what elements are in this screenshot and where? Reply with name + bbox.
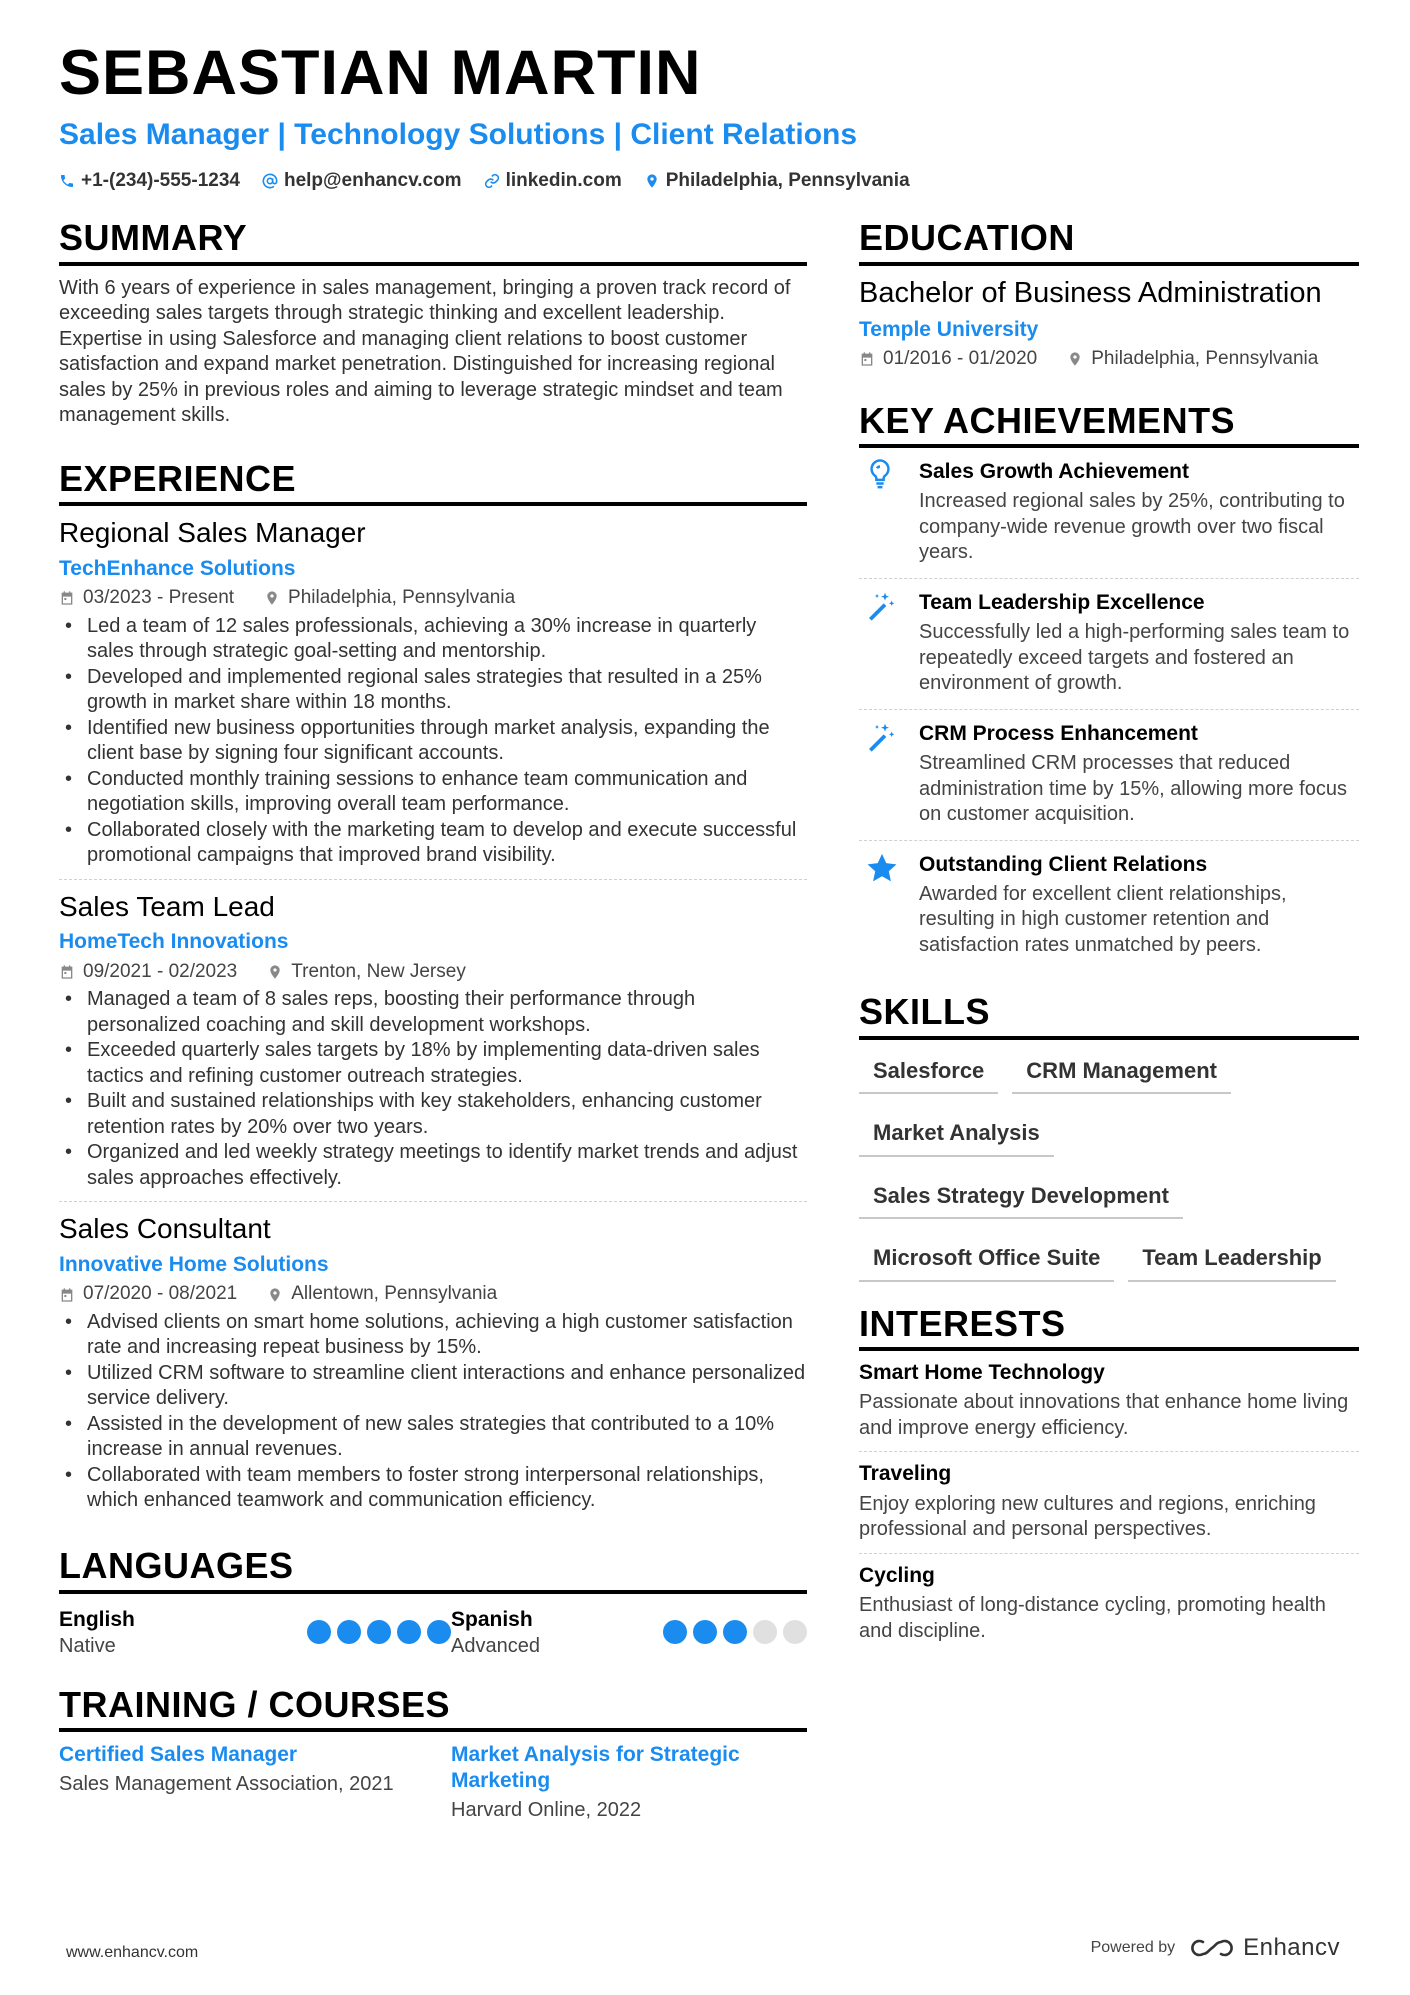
job-location (267, 961, 466, 984)
job-entry (59, 880, 807, 1203)
at-icon (262, 173, 278, 189)
education-school: Temple University (859, 317, 1039, 341)
skill-tag: CRM Management (1012, 1046, 1231, 1094)
job-bullet: • Built and sustained relationships with key stakeholders, enhancing customer retention rates by 20% over two years. (59, 1089, 807, 1140)
skill-tag: Sales Strategy Development (859, 1171, 1183, 1219)
skills-section (859, 992, 1359, 1295)
contact-location (644, 170, 910, 192)
job-bullets (59, 1310, 807, 1514)
interest-title: Smart Home Technology (859, 1361, 1105, 1385)
job-meta (59, 587, 807, 610)
language-level: Advanced (451, 1634, 540, 1657)
job-bullet: • Utilized CRM software to streamline client interactions and enhance personalized service delivery. (59, 1361, 807, 1412)
language-rating (307, 1620, 451, 1644)
job-dates (59, 961, 237, 984)
job-location-text: Allentown, Pennsylvania (291, 1283, 498, 1305)
job-title: Regional Sales Manager (59, 517, 366, 549)
enhancv-logo-icon (1189, 1936, 1235, 1960)
language-level: Native (59, 1634, 116, 1657)
candidate-name: SEBASTIAN MARTIN (59, 38, 702, 108)
job-title: Sales Consultant (59, 1213, 271, 1245)
interests-section (859, 1304, 1359, 1654)
left-column (59, 218, 807, 1824)
course-list (59, 1742, 807, 1824)
education-degree: Bachelor of Business Administration (859, 276, 1322, 309)
language-text (451, 1606, 540, 1659)
calendar-icon (59, 964, 75, 980)
location-text: Philadelphia, Pennsylvania (665, 170, 910, 191)
education-meta (859, 348, 1359, 371)
education-dates (859, 348, 1037, 371)
achievement-list (859, 448, 1359, 970)
achievement-desc: Increased regional sales by 25%, contributing to company-wide revenue growth over two fiscal years. (919, 490, 1345, 564)
language-name: Spanish (451, 1607, 533, 1631)
rating-dot (663, 1620, 687, 1644)
achievement-desc: Streamlined CRM processes that reduced administration time by 15%, allowing more focus on customer acquisition. (919, 752, 1347, 826)
job-bullet: • Assisted in the development of new sales strategies that contributed to a 10% increase in annual revenues. (59, 1412, 807, 1463)
achievement-item (859, 579, 1359, 710)
job-title: Sales Team Lead (59, 890, 275, 922)
calendar-icon (859, 351, 875, 367)
contact-email[interactable] (262, 170, 462, 192)
job-meta (59, 1283, 807, 1306)
calendar-icon (59, 590, 75, 606)
phone-icon (59, 173, 75, 189)
job-bullets (59, 987, 807, 1191)
job-bullet: • Identified new business opportunities through market analysis, expanding the client base by signing four significant accounts. (59, 716, 807, 767)
job-bullet: • Collaborated closely with the marketing team to develop and execute successful promotional campaigns that improved brand visibility. (59, 818, 807, 869)
linkedin-text: linkedin.com (505, 170, 622, 191)
job-entry (59, 506, 807, 880)
interest-item (859, 1351, 1359, 1452)
training-title: TRAINING / COURSES (59, 1685, 807, 1733)
interest-desc: Enjoy exploring new cultures and regions, enriching professional and personal perspectives. (859, 1492, 1316, 1541)
interests-title: INTERESTS (859, 1304, 1359, 1352)
training-section (59, 1685, 807, 1824)
language-rating (663, 1620, 807, 1644)
right-column (859, 218, 1359, 1654)
interest-desc: Passionate about innovations that enhance home living and improve energy efficiency. (859, 1391, 1349, 1439)
experience-section (59, 459, 807, 1524)
course-title[interactable]: Certified Sales Manager (59, 1743, 298, 1767)
rating-dot (397, 1620, 421, 1644)
language-item (451, 1606, 807, 1659)
job-bullets (59, 614, 807, 869)
contact-linkedin[interactable] (484, 170, 622, 192)
rating-dot (367, 1620, 391, 1644)
contact-phone[interactable] (59, 170, 240, 192)
magic-wand-icon (859, 720, 919, 828)
achievement-item (859, 841, 1359, 971)
phone-text: +1-(234)-555-1234 (81, 170, 240, 191)
language-name: English (59, 1607, 135, 1631)
achievement-item (859, 710, 1359, 841)
summary-text: With 6 years of experience in sales management, bringing a proven track record of exceeding sales targets through strategic thinking and excellent leadership. Expertise in using Salesforce and managing client relations to boost customer satisfaction and expand market penetration. Distinguished for increasing regional sales by 25% in previous roles and aiming to leverage strategic mindset and team management skills. (59, 276, 791, 427)
skill-list (859, 1046, 1359, 1296)
course-title[interactable]: Market Analysis for Strategic Marketing (451, 1743, 740, 1793)
job-bullet: • Led a team of 12 sales professionals, achieving a 30% increase in quarterly sales through strategic goal-setting and mentorship. (59, 614, 807, 665)
rating-dot (783, 1620, 807, 1644)
achievement-title: Outstanding Client Relations (919, 852, 1208, 876)
calendar-icon (59, 1287, 75, 1303)
rating-dot (427, 1620, 451, 1644)
job-dates-text: 03/2023 - Present (83, 586, 235, 608)
experience-title: EXPERIENCE (59, 459, 807, 507)
languages-title: LANGUAGES (59, 1546, 807, 1594)
job-company[interactable]: TechEnhance Solutions (59, 556, 296, 580)
achievement-desc: Successfully led a high-performing sales team to repeatedly exceed targets and fostered an environment of growth. (919, 621, 1350, 695)
rating-dot (753, 1620, 777, 1644)
language-list (59, 1606, 807, 1659)
interest-item (859, 1452, 1359, 1553)
job-bullet: • Collaborated with team members to foster strong interpersonal relationships, which enhanced teamwork and communication efficiency. (59, 1463, 807, 1514)
job-bullet: • Exceeded quarterly sales targets by 18% by implementing data-driven sales tactics and refining customer outreach strategies. (59, 1038, 807, 1089)
summary-section (59, 218, 807, 429)
footer-website[interactable]: www.enhancv.com (66, 1944, 199, 1961)
interest-title: Cycling (859, 1563, 935, 1587)
job-bullet: • Organized and led weekly strategy meetings to identify market trends and adjust sales approaches effectively. (59, 1140, 807, 1191)
job-entry (59, 1202, 807, 1524)
job-bullet: • Conducted monthly training sessions to enhance team communication and negotiation skills, improving overall team performance. (59, 767, 807, 818)
rating-dot (723, 1620, 747, 1644)
interest-title: Traveling (859, 1462, 952, 1486)
brand-name: Enhancv (1243, 1934, 1340, 1961)
interest-desc: Enthusiast of long-distance cycling, promoting health and discipline. (859, 1594, 1326, 1642)
course-item (59, 1742, 451, 1824)
candidate-headline: Sales Manager | Technology Solutions | Client Relations (59, 118, 858, 151)
job-company[interactable]: HomeTech Innovations (59, 930, 289, 954)
achievement-item (859, 448, 1359, 579)
achievement-title: Sales Growth Achievement (919, 460, 1189, 484)
education-location (1067, 348, 1318, 371)
location-pin-icon (267, 1287, 283, 1303)
course-org: Sales Management Association, 2021 (59, 1773, 394, 1796)
summary-title: SUMMARY (59, 218, 807, 266)
job-bullet: • Developed and implemented regional sales strategies that resulted in a 25% growth in market share within 18 months. (59, 665, 807, 716)
star-icon (859, 851, 919, 959)
interest-item (859, 1554, 1359, 1654)
job-dates (59, 587, 234, 610)
location-pin-icon (1067, 351, 1083, 367)
skills-title: SKILLS (859, 992, 1359, 1040)
footer-branding (1091, 1934, 1340, 1962)
link-icon (484, 173, 500, 189)
languages-section (59, 1546, 807, 1659)
powered-by-text: Powered by (1090, 1939, 1176, 1956)
education-title: EDUCATION (859, 218, 1359, 266)
education-location-text: Philadelphia, Pennsylvania (1091, 347, 1319, 369)
job-dates-text: 09/2021 - 02/2023 (83, 960, 238, 982)
achievements-section (859, 401, 1359, 971)
achievement-title: Team Leadership Excellence (919, 590, 1205, 614)
course-org: Harvard Online, 2022 (451, 1799, 642, 1822)
achievements-title: KEY ACHIEVEMENTS (859, 401, 1359, 449)
achievement-desc: Awarded for excellent client relationships, resulting in high customer retention and satisfaction rates unmatched by peers. (919, 882, 1287, 956)
rating-dot (337, 1620, 361, 1644)
job-meta (59, 961, 807, 984)
lightbulb-icon (859, 458, 919, 566)
achievement-title: CRM Process Enhancement (919, 721, 1198, 745)
skill-tag: Team Leadership (1128, 1233, 1335, 1281)
language-item (59, 1606, 451, 1659)
rating-dot (307, 1620, 331, 1644)
education-dates-text: 01/2016 - 01/2020 (883, 347, 1038, 369)
magic-wand-icon (859, 589, 919, 697)
skill-tag: Market Analysis (859, 1108, 1054, 1156)
job-dates (59, 1283, 237, 1306)
job-location (267, 1283, 497, 1306)
skill-tag: Microsoft Office Suite (859, 1233, 1114, 1281)
location-pin-icon (644, 173, 660, 189)
job-location-text: Philadelphia, Pennsylvania (288, 586, 516, 608)
language-text (59, 1606, 135, 1659)
email-text: help@enhancv.com (283, 170, 462, 191)
course-item (451, 1742, 807, 1824)
job-dates-text: 07/2020 - 08/2021 (83, 1283, 238, 1305)
job-location (264, 587, 515, 610)
job-location-text: Trenton, New Jersey (291, 960, 466, 982)
interest-list (859, 1351, 1359, 1654)
achievement-body (919, 589, 1359, 697)
skill-tag: Salesforce (859, 1046, 998, 1094)
achievement-body (919, 851, 1359, 959)
location-pin-icon (267, 964, 283, 980)
job-bullet: • Advised clients on smart home solutions, achieving a high customer satisfaction rate and increasing repeat business by 15%. (59, 1310, 807, 1361)
contact-bar (59, 170, 910, 192)
rating-dot (693, 1620, 717, 1644)
brand-logo[interactable] (1189, 1934, 1340, 1962)
job-list (59, 506, 807, 1524)
location-pin-icon (264, 590, 280, 606)
education-section (859, 218, 1359, 371)
job-bullet: • Managed a team of 8 sales reps, boosting their performance through personalized coaching and skill development workshops. (59, 987, 807, 1038)
achievement-body (919, 458, 1359, 566)
job-company[interactable]: Innovative Home Solutions (59, 1252, 329, 1276)
achievement-body (919, 720, 1359, 828)
